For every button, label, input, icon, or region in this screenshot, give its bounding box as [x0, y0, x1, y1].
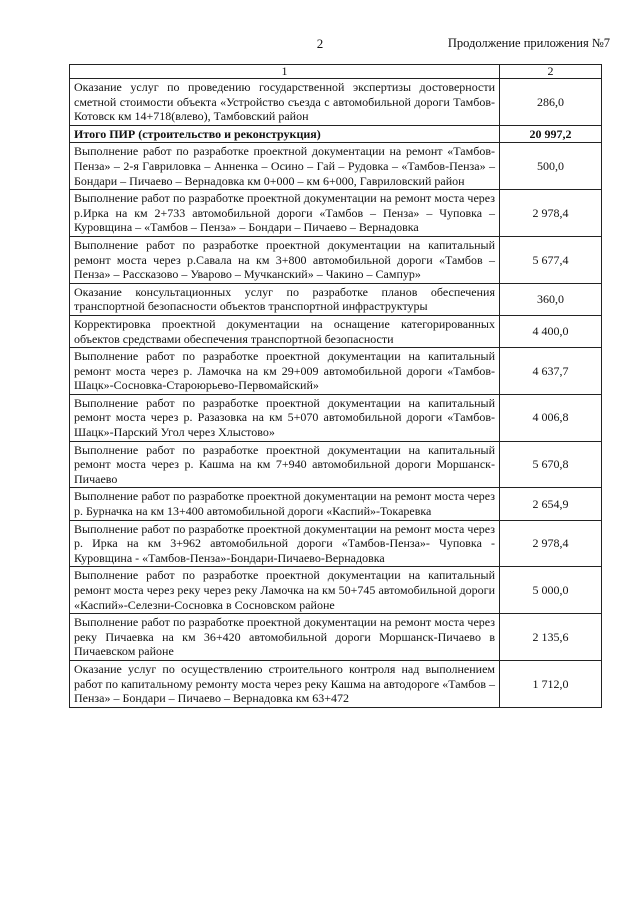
work-description: Оказание услуг по проведению государственной экспертизы достоверности сметной стоимости объекта «Устройство съезда с автомобильной дороги Тамбов-Котовск км 14+718(влево), Тамбовский район [70, 79, 500, 126]
table-row [70, 315, 602, 347]
works-table [69, 64, 602, 708]
work-amount: 1 712,0 [500, 660, 602, 707]
table-row [70, 488, 602, 520]
work-description: Итого ПИР (строительство и реконструкция) [70, 125, 500, 143]
work-amount: 2 654,9 [500, 488, 602, 520]
table-row [70, 614, 602, 661]
table-total-row [70, 125, 602, 143]
work-amount: 360,0 [500, 283, 602, 315]
work-description: Выполнение работ по разработке проектной документации на ремонт моста через р.Ирка на км 2+733 автомобильной дороги «Тамбов – Пенза» – Чуповка – Куровщина – «Тамбов – Пенза» – Бондари – Пичаево – Вернадовка [70, 190, 500, 237]
work-description: Выполнение работ по разработке проектной документации на капитальный ремонт моста через р. Кашма на км 7+940 автомобильной дороги Моршанск-Пичаево [70, 441, 500, 488]
table-row [70, 348, 602, 395]
table-row [70, 441, 602, 488]
work-amount: 5 000,0 [500, 567, 602, 614]
work-description: Выполнение работ по разработке проектной документации на ремонт моста через р. Ирка на км 3+962 автомобильной дороги «Тамбов-Пенза»- Чуповка - Куровщина - «Тамбов-Пенза»-Бондари-Пичаево-Вернадовка [70, 520, 500, 567]
work-description: Выполнение работ по разработке проектной документации на ремонт моста через реку Пичаевка на км 36+420 автомобильной дороги Моршанск-Пичаево в Пичаевском районе [70, 614, 500, 661]
table-row [70, 236, 602, 283]
table-row [70, 660, 602, 707]
work-description: Выполнение работ по разработке проектной документации на капитальный ремонт моста через реку через реку Ламочка на км 50+745 автомобильной дороги «Каспий»-Селезни-Сосновка в Сосновском районе [70, 567, 500, 614]
work-description: Оказание услуг по осуществлению строительного контроля над выполнением работ по капитальному ремонту моста через реку Кашма на автодороге «Тамбов – Пенза» – Бондари – Пичаево – Вернадовка км 63+472 [70, 660, 500, 707]
column-header-1: 1 [70, 65, 500, 79]
table-row [70, 567, 602, 614]
work-amount: 286,0 [500, 79, 602, 126]
table-row [70, 520, 602, 567]
work-description: Выполнение работ по разработке проектной документации на ремонт моста через р. Бурначка на км 13+400 автомобильной дороги «Каспий»-Токаревка [70, 488, 500, 520]
work-amount: 4 006,8 [500, 394, 602, 441]
work-amount: 2 135,6 [500, 614, 602, 661]
work-description: Оказание консультационных услуг по разработке планов обеспечения транспортной безопасности объектов транспортной инфраструктуры [70, 283, 500, 315]
table-row [70, 283, 602, 315]
table-row [70, 190, 602, 237]
work-amount: 500,0 [500, 143, 602, 190]
work-amount: 5 677,4 [500, 236, 602, 283]
work-description: Выполнение работ по разработке проектной документации на капитальный ремонт моста через р. Ламочка на км 29+009 автомобильной дороги «Тамбов-Шацк»-Сосновка-Староюрьево-Первомайский» [70, 348, 500, 395]
table-row [70, 79, 602, 126]
work-amount: 2 978,4 [500, 190, 602, 237]
work-description: Выполнение работ по разработке проектной документации на капитальный ремонт моста через р. Разазовка на км 5+070 автомобильной дороги «Тамбов-Шацк»-Парский Угол через Хлыстово» [70, 394, 500, 441]
table-header-row [70, 65, 602, 79]
work-amount: 4 637,7 [500, 348, 602, 395]
page-number: 2 [316, 36, 324, 51]
works-table-body [70, 65, 602, 708]
work-description: Корректировка проектной документации на оснащение категорированных объектов средствами обеспечения транспортной безопасности [70, 315, 500, 347]
work-description: Выполнение работ по разработке проектной документации на капитальный ремонт моста через р.Савала на км 3+800 автомобильной дороги «Тамбов – Пенза» – Рассказово – Уварово – Мучканский» – Чакино – Сампур» [70, 236, 500, 283]
table-row [70, 143, 602, 190]
appendix-note: Продолжение приложения №7 [447, 36, 610, 50]
work-amount: 20 997,2 [500, 125, 602, 143]
work-amount: 4 400,0 [500, 315, 602, 347]
work-amount: 2 978,4 [500, 520, 602, 567]
work-description: Выполнение работ по разработке проектной документации на ремонт «Тамбов-Пенза» – 2-я Гавриловка – Анненка – Осино – Гай – Рудовка – «Тамбов-Пенза» – Бондари – Пичаево – Вернадовка км 0+000 – км 6+000, Гавриловский район [70, 143, 500, 190]
table-row [70, 394, 602, 441]
work-amount: 5 670,8 [500, 441, 602, 488]
column-header-2: 2 [500, 65, 602, 79]
